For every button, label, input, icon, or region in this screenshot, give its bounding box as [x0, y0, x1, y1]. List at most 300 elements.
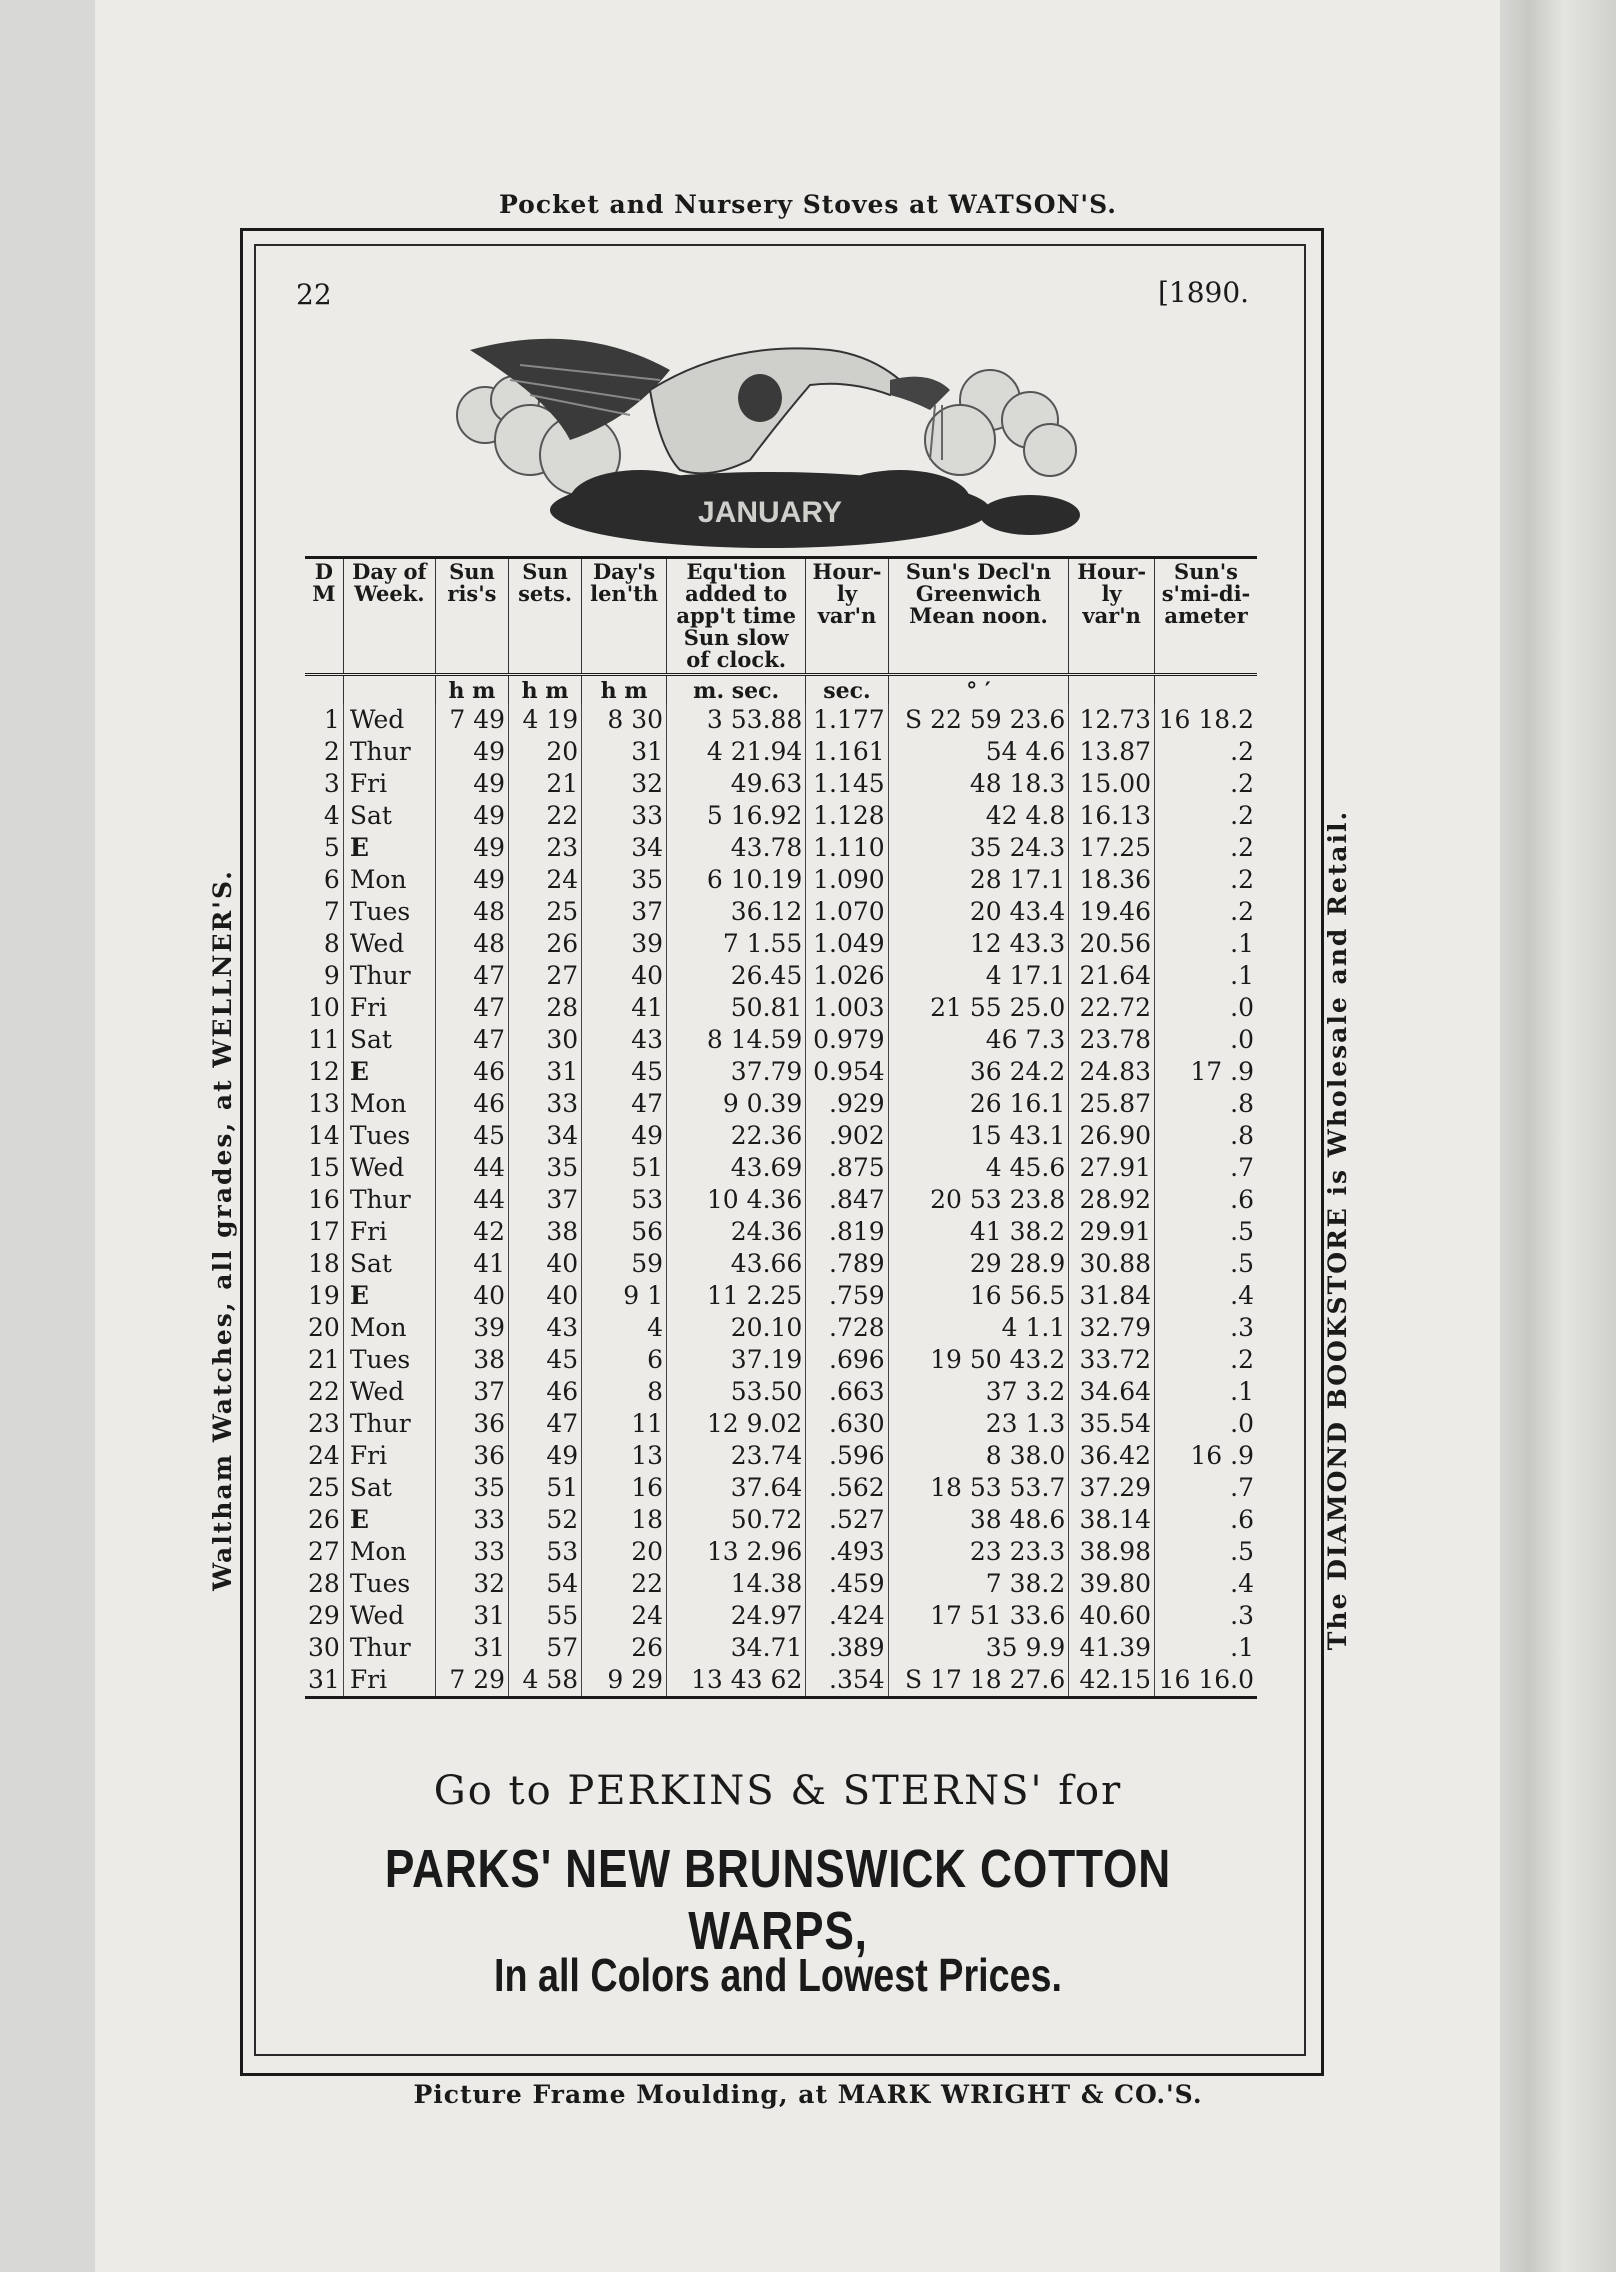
- table-cell: 45: [582, 1056, 667, 1088]
- table-cell: Thur: [343, 1184, 435, 1216]
- table-cell: 11 2.25: [667, 1280, 806, 1312]
- table-cell: 49.63: [667, 768, 806, 800]
- table-cell: 4 45.6: [888, 1152, 1069, 1184]
- table-cell: 45: [509, 1344, 582, 1376]
- table-row: [305, 1376, 1257, 1408]
- table-cell: 24: [509, 864, 582, 896]
- table-cell: 41: [582, 992, 667, 1024]
- table-cell: 41 38.2: [888, 1216, 1069, 1248]
- table-cell: .0: [1230, 1025, 1254, 1054]
- table-cell: 19 50 43.2: [888, 1344, 1069, 1376]
- table-cell: 5: [305, 832, 343, 864]
- table-cell: .7: [1230, 1153, 1254, 1182]
- table-cell: 24.36: [667, 1216, 806, 1248]
- table-cell: 27.91: [1069, 1152, 1155, 1184]
- table-cell: .2: [1230, 801, 1254, 830]
- table-cell: 51: [509, 1472, 582, 1504]
- table-cell: 32: [435, 1568, 508, 1600]
- table-cell: 1.003: [806, 992, 888, 1024]
- table-cell: 9: [305, 960, 343, 992]
- unit-cell: [1069, 675, 1155, 705]
- table-cell: 18: [305, 1248, 343, 1280]
- table-cell: 12.73: [1069, 704, 1155, 736]
- table-cell: 35 9.9: [888, 1632, 1069, 1664]
- header-day-of-week: Day of Week.: [343, 558, 435, 675]
- table-cell: 26: [509, 928, 582, 960]
- table-row: [305, 1344, 1257, 1376]
- table-cell: 26.90: [1069, 1120, 1155, 1152]
- table-cell: .663: [806, 1376, 888, 1408]
- table-row: [305, 1536, 1257, 1568]
- table-cell: 21.64: [1069, 960, 1155, 992]
- top-advertisement: Pocket and Nursery Stoves at WATSON'S.: [499, 190, 1117, 219]
- unit-cell: m. sec.: [667, 675, 806, 705]
- table-cell: 54 4.6: [888, 736, 1069, 768]
- table-cell: 46: [435, 1056, 508, 1088]
- table-row: [305, 1152, 1257, 1184]
- table-cell: 11: [305, 1024, 343, 1056]
- table-cell: .8: [1230, 1089, 1254, 1118]
- unit-cell: h m: [435, 675, 508, 705]
- table-cell: 40: [509, 1248, 582, 1280]
- table-cell: .630: [806, 1408, 888, 1440]
- table-cell: 41.39: [1069, 1632, 1155, 1664]
- table-cell: 30: [305, 1632, 343, 1664]
- table-cell: 8: [582, 1376, 667, 1408]
- table-cell: 34: [509, 1120, 582, 1152]
- table-cell: 3: [305, 768, 343, 800]
- table-cell: 24.97: [667, 1600, 806, 1632]
- table-cell: 21: [305, 1344, 343, 1376]
- table-cell: 17.25: [1069, 832, 1155, 864]
- table-cell: 4: [305, 800, 343, 832]
- table-cell: 6 10.19: [667, 864, 806, 896]
- table-cell: 24.83: [1069, 1056, 1155, 1088]
- table-cell: Mon: [343, 1088, 435, 1120]
- table-row: [305, 1280, 1257, 1312]
- table-cell: 23.74: [667, 1440, 806, 1472]
- table-cell: .902: [806, 1120, 888, 1152]
- almanac-table: [305, 556, 1257, 1699]
- table-cell: 53.50: [667, 1376, 806, 1408]
- table-cell: 18.36: [1069, 864, 1155, 896]
- table-cell: 56: [582, 1216, 667, 1248]
- table-cell: 38.98: [1069, 1536, 1155, 1568]
- table-cell: 49: [435, 768, 508, 800]
- table-cell: 1.026: [806, 960, 888, 992]
- table-cell: .819: [806, 1216, 888, 1248]
- advert-line-3: In all Colors and Lowest Prices.: [493, 1949, 1063, 2001]
- table-cell: 1: [305, 704, 343, 736]
- table-cell: .696: [806, 1344, 888, 1376]
- table-cell: 33: [509, 1088, 582, 1120]
- table-cell: 50.81: [667, 992, 806, 1024]
- header-sun-declination: [888, 558, 1069, 675]
- table-row: [305, 832, 1257, 864]
- table-cell: 40: [509, 1280, 582, 1312]
- table-cell: 50.72: [667, 1504, 806, 1536]
- table-cell: 37: [435, 1376, 508, 1408]
- table-cell: 34.64: [1069, 1376, 1155, 1408]
- table-cell: 27: [305, 1536, 343, 1568]
- table-cell: Wed: [343, 1600, 435, 1632]
- header-equation: [667, 558, 806, 675]
- table-cell: Sat: [343, 1248, 435, 1280]
- table-cell: S 17 18 27.6: [888, 1664, 1069, 1698]
- table-cell: 34.71: [667, 1632, 806, 1664]
- table-cell: 48 18.3: [888, 768, 1069, 800]
- table-cell: 18: [582, 1504, 667, 1536]
- table-cell: 47: [582, 1088, 667, 1120]
- table-cell: 15 43.1: [888, 1120, 1069, 1152]
- table-cell: 37.79: [667, 1056, 806, 1088]
- table-cell: 43.69: [667, 1152, 806, 1184]
- table-cell: 35: [509, 1152, 582, 1184]
- table-cell: .7: [1230, 1473, 1254, 1502]
- table-cell: .2: [1230, 737, 1254, 766]
- table-cell: .2: [1230, 897, 1254, 926]
- table-cell: E: [343, 1504, 435, 1536]
- table-cell: Tues: [343, 1568, 435, 1600]
- table-cell: 21 55 25.0: [888, 992, 1069, 1024]
- header-equation-sub: Sun slow of clock.: [683, 625, 789, 672]
- table-cell: 10 4.36: [667, 1184, 806, 1216]
- table-cell: 43.78: [667, 832, 806, 864]
- table-cell: E: [343, 1280, 435, 1312]
- table-cell: 40.60: [1069, 1600, 1155, 1632]
- table-cell: 30: [509, 1024, 582, 1056]
- table-cell: 7: [305, 896, 343, 928]
- table-cell: 49: [582, 1120, 667, 1152]
- table-cell: 20: [305, 1312, 343, 1344]
- table-cell: 9 0.39: [667, 1088, 806, 1120]
- units-row: [305, 675, 1257, 705]
- table-cell: 47: [435, 992, 508, 1024]
- table-cell: Thur: [343, 960, 435, 992]
- table-cell: 42: [435, 1216, 508, 1248]
- table-cell: 4 21.94: [667, 736, 806, 768]
- table-cell: 13 43 62: [667, 1664, 806, 1698]
- table-cell: 8 14.59: [667, 1024, 806, 1056]
- unit-cell: sec.: [806, 675, 888, 705]
- table-cell: 17: [305, 1216, 343, 1248]
- bottom-advertisement: Picture Frame Moulding, at MARK WRIGHT & CO.'S.: [413, 2080, 1203, 2109]
- table-cell: 33.72: [1069, 1344, 1155, 1376]
- header-hourly-var: Hour-ly var'n: [806, 558, 888, 675]
- table-cell: 37: [509, 1184, 582, 1216]
- table-cell: Fri: [343, 768, 435, 800]
- table-cell: 7 49: [435, 704, 508, 736]
- table-row: [305, 1568, 1257, 1600]
- table-cell: 24: [582, 1600, 667, 1632]
- table-cell: 23: [509, 832, 582, 864]
- table-cell: 29: [305, 1600, 343, 1632]
- table-cell: 36.12: [667, 896, 806, 928]
- table-cell: 22: [509, 800, 582, 832]
- table-cell: 35: [435, 1472, 508, 1504]
- table-row: [305, 1120, 1257, 1152]
- table-cell: Thur: [343, 1408, 435, 1440]
- table-cell: 8 38.0: [888, 1440, 1069, 1472]
- table-cell: 37: [582, 896, 667, 928]
- header-dm: D M: [305, 558, 343, 675]
- table-cell: 25: [305, 1472, 343, 1504]
- table-cell: 31: [435, 1632, 508, 1664]
- table-cell: 11: [582, 1408, 667, 1440]
- table-cell: 53: [582, 1184, 667, 1216]
- table-cell: 0.954: [806, 1056, 888, 1088]
- table-cell: 23: [305, 1408, 343, 1440]
- table-cell: Wed: [343, 704, 435, 736]
- table-cell: 39: [435, 1312, 508, 1344]
- table-cell: .1: [1230, 1377, 1254, 1406]
- table-cell: 15.00: [1069, 768, 1155, 800]
- table-cell: 55: [509, 1600, 582, 1632]
- table-cell: .0: [1230, 1409, 1254, 1438]
- table-cell: .5: [1230, 1249, 1254, 1278]
- table-cell: 1.110: [806, 832, 888, 864]
- table-cell: Wed: [343, 928, 435, 960]
- header-sun-sets: Sun sets.: [509, 558, 582, 675]
- table-cell: 6: [305, 864, 343, 896]
- table-cell: .4: [1230, 1569, 1254, 1598]
- table-cell: 39.80: [1069, 1568, 1155, 1600]
- table-cell: 6: [582, 1344, 667, 1376]
- table-cell: 16 56.5: [888, 1280, 1069, 1312]
- table-cell: 8: [305, 928, 343, 960]
- table-cell: Wed: [343, 1376, 435, 1408]
- table-cell: 43.66: [667, 1248, 806, 1280]
- table-cell: 25.87: [1069, 1088, 1155, 1120]
- left-side-advertisement: Waltham Watches, all grades, at WELLNER'S.: [208, 869, 237, 1591]
- table-cell: .847: [806, 1184, 888, 1216]
- table-cell: .6: [1230, 1185, 1254, 1214]
- table-cell: 26.45: [667, 960, 806, 992]
- table-cell: 43: [509, 1312, 582, 1344]
- table-cell: 1.128: [806, 800, 888, 832]
- table-cell: 59: [582, 1248, 667, 1280]
- table-row: [305, 1184, 1257, 1216]
- table-cell: .6: [1230, 1505, 1254, 1534]
- table-cell: 12 43.3: [888, 928, 1069, 960]
- table-cell: 35: [582, 864, 667, 896]
- table-cell: Thur: [343, 736, 435, 768]
- right-page-fold: [1500, 0, 1616, 2272]
- table-cell: 22: [305, 1376, 343, 1408]
- table-row: [305, 1248, 1257, 1280]
- table-cell: 31: [305, 1664, 343, 1698]
- table-cell: 28: [305, 1568, 343, 1600]
- table-cell: 46 7.3: [888, 1024, 1069, 1056]
- table-cell: 37 3.2: [888, 1376, 1069, 1408]
- table-cell: .3: [1230, 1601, 1254, 1630]
- table-cell: 13.87: [1069, 736, 1155, 768]
- table-cell: .728: [806, 1312, 888, 1344]
- table-row: [305, 1472, 1257, 1504]
- table-cell: 12 9.02: [667, 1408, 806, 1440]
- table-cell: 20.10: [667, 1312, 806, 1344]
- table-cell: 38.14: [1069, 1504, 1155, 1536]
- table-cell: .459: [806, 1568, 888, 1600]
- table-cell: Mon: [343, 1312, 435, 1344]
- table-cell: Mon: [343, 864, 435, 896]
- table-cell: 9 29: [582, 1664, 667, 1698]
- table-cell: 49: [509, 1440, 582, 1472]
- table-cell: 15: [305, 1152, 343, 1184]
- table-cell: 36: [435, 1440, 508, 1472]
- table-cell: .5: [1230, 1217, 1254, 1246]
- table-cell: 31: [509, 1056, 582, 1088]
- table-row: [305, 1024, 1257, 1056]
- table-cell: 4 19: [509, 704, 582, 736]
- table-cell: 16: [582, 1472, 667, 1504]
- table-cell: 46: [435, 1088, 508, 1120]
- table-cell: 13: [305, 1088, 343, 1120]
- table-cell: 35 24.3: [888, 832, 1069, 864]
- advert-line-2: PARKS' NEW BRUNSWICK COTTON WARPS,: [384, 1839, 1172, 1961]
- table-cell: 32: [582, 768, 667, 800]
- table-cell: .8: [1230, 1121, 1254, 1150]
- table-row: [305, 1088, 1257, 1120]
- table-cell: 41: [435, 1248, 508, 1280]
- table-cell: 16 .9: [1190, 1441, 1254, 1470]
- table-cell: 22.72: [1069, 992, 1155, 1024]
- table-cell: 12: [305, 1056, 343, 1088]
- table-cell: .2: [1230, 769, 1254, 798]
- table-cell: 33: [582, 800, 667, 832]
- table-cell: 3 53.88: [667, 704, 806, 736]
- month-banner: JANUARY: [698, 496, 842, 529]
- header-semi-diameter: Sun's s'mi-di-ameter: [1155, 558, 1257, 675]
- table-cell: .562: [806, 1472, 888, 1504]
- table-row: [305, 864, 1257, 896]
- table-cell: Fri: [343, 992, 435, 1024]
- table-cell: 38: [509, 1216, 582, 1248]
- left-page-edge: [0, 0, 95, 2272]
- table-cell: 36 24.2: [888, 1056, 1069, 1088]
- table-cell: 9 1: [582, 1280, 667, 1312]
- header-sun-decl-top: Sun's Decl'n: [905, 559, 1052, 584]
- table-cell: 27: [509, 960, 582, 992]
- table-cell: 57: [509, 1632, 582, 1664]
- table-row: [305, 1504, 1257, 1536]
- table-cell: 2: [305, 736, 343, 768]
- table-cell: Sat: [343, 1472, 435, 1504]
- table-cell: .875: [806, 1152, 888, 1184]
- table-cell: 4 58: [509, 1664, 582, 1698]
- table-cell: 33: [435, 1504, 508, 1536]
- table-cell: 21: [509, 768, 582, 800]
- table-cell: .1: [1230, 929, 1254, 958]
- table-row: [305, 1216, 1257, 1248]
- table-cell: 29.91: [1069, 1216, 1155, 1248]
- table-cell: .789: [806, 1248, 888, 1280]
- table-cell: E: [343, 832, 435, 864]
- header-equation-top: Equ'tion added to app't time: [676, 559, 797, 628]
- table-cell: .596: [806, 1440, 888, 1472]
- table-cell: 1.177: [806, 704, 888, 736]
- table-cell: 4 17.1: [888, 960, 1069, 992]
- table-cell: Tues: [343, 1120, 435, 1152]
- table-cell: 4: [582, 1312, 667, 1344]
- table-cell: 13: [582, 1440, 667, 1472]
- header-sun-rises: Sun ris's: [435, 558, 508, 675]
- table-cell: 16 16.0: [1155, 1664, 1257, 1698]
- table-cell: 23 1.3: [888, 1408, 1069, 1440]
- table-cell: 47: [435, 1024, 508, 1056]
- table-cell: 53: [509, 1536, 582, 1568]
- table-cell: .2: [1230, 1345, 1254, 1374]
- table-cell: .424: [806, 1600, 888, 1632]
- table-cell: Tues: [343, 1344, 435, 1376]
- unit-cell: h m: [509, 675, 582, 705]
- right-side-advertisement: The DIAMOND BOOKSTORE is Wholesale and Retail.: [1323, 809, 1352, 1651]
- table-cell: 36.42: [1069, 1440, 1155, 1472]
- table-cell: 52: [509, 1504, 582, 1536]
- table-cell: .0: [1230, 993, 1254, 1022]
- table-cell: 35.54: [1069, 1408, 1155, 1440]
- table-cell: Sat: [343, 800, 435, 832]
- table-cell: 36: [435, 1408, 508, 1440]
- table-cell: 34: [582, 832, 667, 864]
- table-row: [305, 768, 1257, 800]
- table-cell: Fri: [343, 1664, 435, 1698]
- table-cell: Tues: [343, 896, 435, 928]
- table-cell: 37.64: [667, 1472, 806, 1504]
- table-row: [305, 736, 1257, 768]
- table-cell: 33: [435, 1536, 508, 1568]
- table-cell: 40: [435, 1280, 508, 1312]
- table-cell: 20: [582, 1536, 667, 1568]
- table-cell: 37.29: [1069, 1472, 1155, 1504]
- table-cell: 45: [435, 1120, 508, 1152]
- table-cell: Mon: [343, 1536, 435, 1568]
- table-cell: 16: [305, 1184, 343, 1216]
- table-cell: 32.79: [1069, 1312, 1155, 1344]
- table-cell: 28.92: [1069, 1184, 1155, 1216]
- table-cell: 25: [509, 896, 582, 928]
- table-cell: 31: [435, 1600, 508, 1632]
- table-cell: E: [343, 1056, 435, 1088]
- table-cell: Fri: [343, 1216, 435, 1248]
- table-row: [305, 1056, 1257, 1088]
- table-cell: .1: [1230, 961, 1254, 990]
- page-number: 22: [296, 278, 332, 311]
- header-hourly-var-2: Hour-ly var'n: [1069, 558, 1155, 675]
- table-row: [305, 960, 1257, 992]
- table-cell: 26: [582, 1632, 667, 1664]
- table-cell: S 22 59 23.6: [888, 704, 1069, 736]
- table-cell: 30.88: [1069, 1248, 1155, 1280]
- table-row: [305, 896, 1257, 928]
- table-row: [305, 1312, 1257, 1344]
- table-cell: 26 16.1: [888, 1088, 1069, 1120]
- advert-line-1: Go to PERKINS & STERNS' for: [433, 1768, 1123, 1814]
- table-cell: 49: [435, 864, 508, 896]
- table-cell: 0.979: [806, 1024, 888, 1056]
- table-row: [305, 1600, 1257, 1632]
- table-cell: 19: [305, 1280, 343, 1312]
- almanac-rows: [305, 704, 1257, 1698]
- header-days-length: Day's len'th: [582, 558, 667, 675]
- table-cell: 20.56: [1069, 928, 1155, 960]
- table-cell: 16.13: [1069, 800, 1155, 832]
- table-row: [305, 1664, 1257, 1698]
- unit-cell: [343, 675, 435, 705]
- header-sun-decl-sub: Greenwich Mean noon.: [909, 581, 1048, 628]
- table-cell: 13 2.96: [667, 1536, 806, 1568]
- table-cell: 17 51 33.6: [888, 1600, 1069, 1632]
